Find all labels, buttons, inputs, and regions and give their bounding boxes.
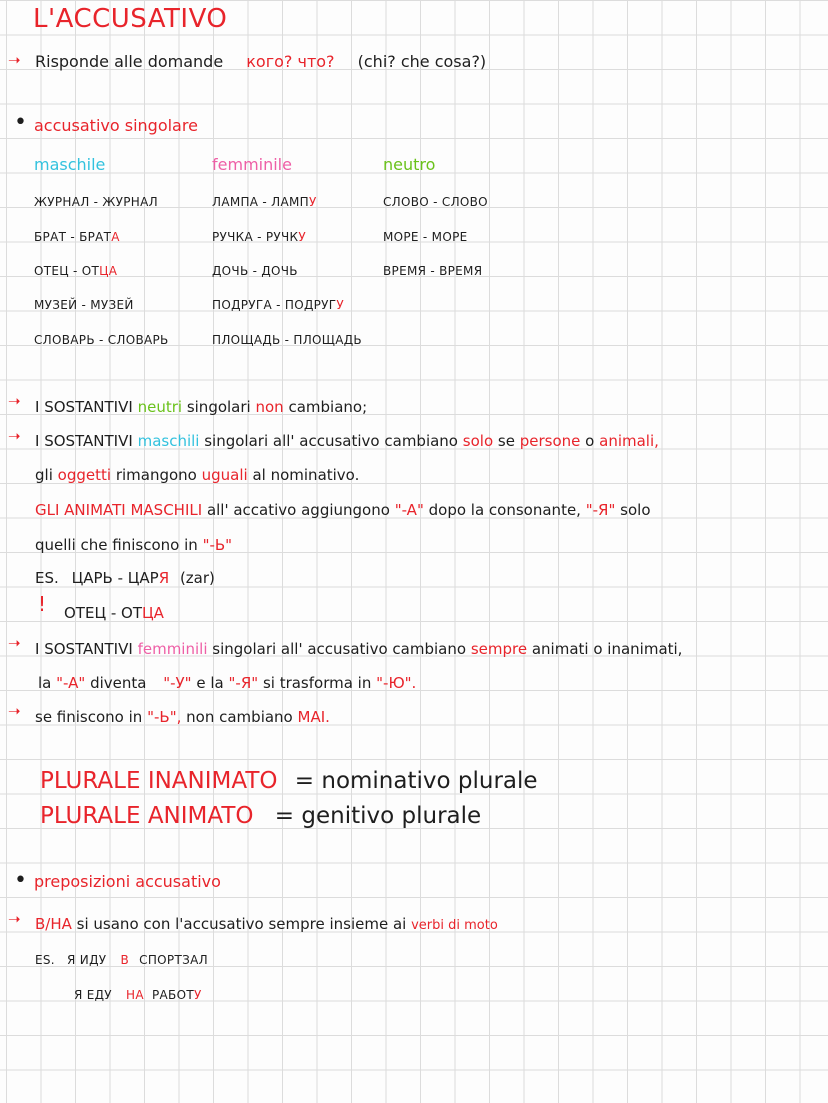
rule-highlight: В/НА [35, 915, 72, 933]
rule-highlight: GLI ANIMATI MASCHILI [35, 501, 203, 519]
example-sportzal [35, 953, 208, 967]
plural-rule: = genitivo plurale [274, 803, 482, 829]
rule-highlight: "-Я" [585, 501, 616, 519]
example-preposition: В [120, 953, 130, 967]
plural-inanimate [40, 768, 538, 794]
example-label: ES. [35, 953, 55, 967]
femminile-row [212, 333, 362, 347]
femminile-row [212, 298, 344, 312]
word-pair: РУЧКА - РУЧК [212, 230, 299, 244]
femminile-row [212, 230, 306, 244]
word-pair: БРАТ - БРАТ [34, 230, 112, 244]
maschile-row [34, 195, 158, 209]
rule-text: I SOSTANTIVI [35, 398, 133, 416]
femminile-row [212, 195, 317, 209]
warning-example [64, 604, 164, 622]
word-ending: У [298, 230, 306, 244]
rule-text: gli [35, 466, 53, 484]
word-ending: А [111, 230, 120, 244]
femminile-row [212, 264, 298, 278]
rule-highlight: oggetti [57, 466, 112, 484]
neutro-row [383, 264, 482, 278]
arrow-right-icon: ➝ [8, 702, 21, 720]
rule-animati [35, 501, 651, 519]
rule-text: quelli che finiscono in [35, 536, 198, 554]
rule-highlight: animali, [599, 432, 659, 450]
section1-heading: accusativo singolare [34, 116, 198, 135]
rule-text: cambiano; [288, 398, 368, 416]
intro-text: Risponde alle domande [35, 52, 224, 71]
example-word: СПОРТЗАЛ [139, 953, 208, 967]
example-ending: У [193, 988, 202, 1002]
column-header-femminile: femminile [212, 155, 292, 174]
example-ending: Я [158, 569, 170, 587]
rule-highlight: "-A" [56, 674, 86, 692]
rule-highlight: "-Ь", [147, 708, 182, 726]
rule-highlight: verbi di moto [411, 918, 498, 933]
rule-text: singolari [186, 398, 251, 416]
rule-text: rimangono [115, 466, 197, 484]
rule-text: singolari all' accusativo cambiano [212, 640, 467, 658]
rule-highlight: solo [462, 432, 494, 450]
bullet-dot-icon: • [14, 868, 27, 893]
rule-highlight: sempre [470, 640, 528, 658]
rule-text: singolari all' accusativo cambiano [204, 432, 458, 450]
example-preposition: НА [126, 988, 144, 1002]
rule-text: all' acc [206, 501, 260, 519]
rule-highlight: "-Ю". [376, 674, 417, 692]
arrow-right-icon: ➝ [8, 51, 21, 69]
example-word: Я ЕДУ [74, 988, 112, 1002]
example-ending: ЦА [142, 604, 164, 622]
word-pair: МУЗЕЙ - МУЗЕЙ [34, 298, 134, 312]
word-ending: У [336, 298, 345, 312]
rule-text: dopo la consonante, [428, 501, 581, 519]
word-pair: ПЛОЩАДЬ - ПЛОЩАДЬ [212, 333, 362, 347]
intro-questions-it: (chi? che cosa?) [357, 52, 487, 71]
rule-soft-sign [35, 708, 330, 726]
arrow-right-icon: ➝ [8, 427, 21, 445]
rule-text: non cambiano [186, 708, 293, 726]
exclamation-icon: ! [38, 592, 47, 616]
word-pair: МОРЕ - МОРЕ [383, 230, 468, 244]
rule-highlight: uguali [201, 466, 248, 484]
column-header-maschile: maschile [34, 155, 106, 174]
rule-text: ativo aggiungono [259, 501, 390, 519]
rule-prepositions [35, 915, 498, 933]
rule-text: se finiscono in [35, 708, 143, 726]
rule-text: I SOSTANTIVI [35, 640, 133, 658]
intro-questions-ru: кого? что? [246, 52, 335, 71]
plural-rule: = nominativo plurale [294, 768, 538, 794]
rule-femminili-cont [38, 674, 416, 692]
word-pair: СЛОВАРЬ - СЛОВАРЬ [34, 333, 169, 347]
example-label: ES. [35, 569, 59, 587]
word-ending: ЦА [99, 264, 118, 278]
example-word: РАБОТ [152, 988, 194, 1002]
rule-text: o [585, 432, 595, 450]
rule-highlight: "-Ь" [202, 536, 233, 554]
word-pair: СЛОВО - СЛОВО [383, 195, 488, 209]
rule-highlight: femminili [137, 640, 208, 658]
maschile-row [34, 298, 134, 312]
intro-line [35, 52, 486, 71]
word-pair: ЖУРНАЛ - ЖУРНАЛ [34, 195, 158, 209]
plural-label: PLURALE ANIMATO [40, 803, 254, 829]
rule-text: animati o inanimati, [531, 640, 683, 658]
neutro-row [383, 195, 488, 209]
maschile-row [34, 264, 117, 278]
example-word: Я ИДУ [67, 953, 107, 967]
rule-highlight: neutri [137, 398, 183, 416]
rule-highlight: MAI. [297, 708, 330, 726]
example-word: ЦАРЬ - ЦАР [71, 569, 159, 587]
example-zar [35, 569, 215, 587]
page-title: L'ACCUSATIVO [33, 4, 228, 34]
word-ending: У [309, 195, 317, 209]
rule-text: e la [196, 674, 224, 692]
rule-highlight: "-Я" [228, 674, 259, 692]
arrow-right-icon: ➝ [8, 634, 21, 652]
rule-text: solo [620, 501, 651, 519]
rule-highlight: persone [519, 432, 581, 450]
rule-maschili [35, 432, 659, 450]
rule-maschili-cont [35, 466, 359, 484]
maschile-row [34, 230, 120, 244]
word-pair: ПОДРУГА - ПОДРУГ [212, 298, 337, 312]
rule-text: si trasforma in [262, 674, 372, 692]
rule-text: al nominativo. [252, 466, 360, 484]
maschile-row [34, 333, 169, 347]
example-rabota [74, 988, 202, 1002]
neutro-row [383, 230, 468, 244]
plural-animate [40, 803, 481, 829]
rule-text: diventa [90, 674, 147, 692]
word-pair: ВРЕМЯ - ВРЕМЯ [383, 264, 483, 278]
rule-neutri [35, 398, 367, 416]
example-word: ОТЕЦ - ОТ [64, 604, 143, 622]
column-header-neutro: neutro [383, 155, 436, 174]
rule-text: si usano con l'accusativo sempre insieme ai [76, 915, 407, 933]
rule-text: I SOSTANTIVI [35, 432, 133, 450]
rule-highlight: "-A" [394, 501, 424, 519]
section2-heading: preposizioni accusativo [34, 872, 221, 891]
rule-highlight: non [255, 398, 284, 416]
word-pair: ДОЧЬ - ДОЧЬ [212, 264, 298, 278]
arrow-right-icon: ➝ [8, 910, 21, 928]
rule-text: se [497, 432, 515, 450]
rule-animati-cont [35, 536, 232, 554]
word-pair: ЛАМПА - ЛАМП [212, 195, 309, 209]
rule-text: la [38, 674, 52, 692]
rule-highlight: "-У" [163, 674, 192, 692]
rule-femminili [35, 640, 682, 658]
word-pair: ОТЕЦ - ОТ [34, 264, 100, 278]
arrow-right-icon: ➝ [8, 392, 21, 410]
example-translation: (zar) [179, 569, 215, 587]
plural-label: PLURALE INANIMATO [40, 768, 278, 794]
rule-highlight: maschili [137, 432, 200, 450]
bullet-dot-icon: • [14, 110, 27, 135]
